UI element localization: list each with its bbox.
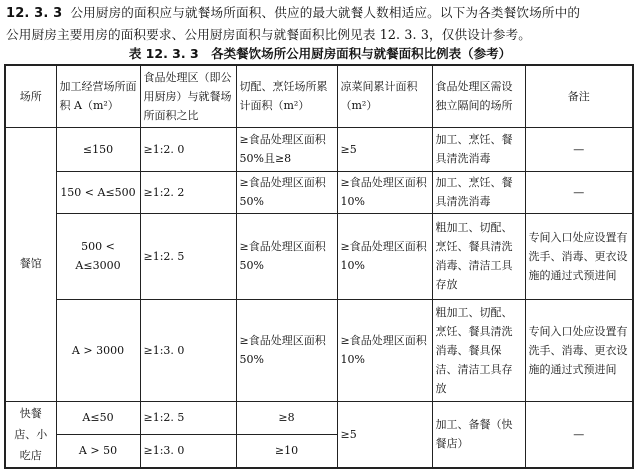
intro-line-2: 公用厨房主要用房的面积要求、公用厨房面积与就餐面积比例见表 12. 3. 3，仅供设计参考。: [6, 27, 531, 42]
cell-area: A > 50: [56, 434, 140, 467]
cell-area: A > 3000: [56, 299, 140, 401]
venue-restaurant: 餐馆: [5, 127, 56, 401]
cell-rooms: 加工、备餐（快餐店）: [432, 401, 525, 468]
header-cooking: 切配、烹饪场所累计面积（m²）: [236, 65, 337, 127]
cell-area: ≤150: [56, 127, 140, 171]
section-number: 12. 3. 3: [6, 6, 63, 21]
cell-notes: —: [525, 127, 633, 171]
table-row: [5, 127, 633, 171]
cell-rooms: 粗加工、切配、烹饪、餐具清洗消毒、清洁工具存放: [432, 213, 525, 299]
cell-area: 150 < A≤500: [56, 171, 140, 213]
table-row: [5, 171, 633, 213]
cell-ratio: ≥1:2. 5: [140, 213, 236, 299]
cell-ratio: ≥1:2. 2: [140, 171, 236, 213]
table-row: [5, 299, 633, 401]
cell-cooking: ≥食品处理区面积50%: [236, 213, 337, 299]
cell-cold: ≥食品处理区面积10%: [337, 299, 432, 401]
table-caption: 表 12. 3. 3 各类餐饮场所公用厨房面积与就餐面积比例表（参考）: [128, 46, 512, 61]
cell-ratio: ≥1:2. 5: [140, 401, 236, 434]
header-row: [5, 65, 633, 127]
cell-cold: ≥食品处理区面积10%: [337, 213, 432, 299]
cell-rooms: 加工、烹饪、餐具清洗消毒: [432, 127, 525, 171]
cell-ratio: ≥1:3. 0: [140, 434, 236, 467]
table-row: [5, 213, 633, 299]
cell-notes: —: [525, 171, 633, 213]
intro-line-1: 12. 3. 3 公用厨房的面积应与就餐场所面积、供应的最大就餐人数相适应。以下为各类餐饮场所中的: [6, 5, 581, 21]
cell-rooms: 粗加工、切配、烹饪、餐具清洗消毒、餐具保洁、清洁工具存放: [432, 299, 525, 401]
cell-cooking: ≥食品处理区面积50%且≥8: [236, 127, 337, 171]
cell-cooking: ≥食品处理区面积50%: [236, 299, 337, 401]
cell-area: 500 < A≤3000: [56, 213, 140, 299]
cell-cold: ≥食品处理区面积10%: [337, 171, 432, 213]
cell-cooking: ≥10: [236, 434, 337, 467]
cell-cooking: ≥食品处理区面积50%: [236, 171, 337, 213]
cell-notes: 专间入口处应设置有洗手、消毒、更衣设施的通过式预进间: [525, 213, 633, 299]
header-cold: 凉菜间累计面积（m²）: [337, 65, 432, 127]
cell-cold: ≥5: [337, 401, 432, 468]
intro-paragraph: [6, 2, 636, 45]
table-row: [5, 401, 633, 434]
header-rooms: 食品处理区需设独立隔间的场所: [432, 65, 525, 127]
header-area: 加工经营场所面积 A（m²）: [56, 65, 140, 127]
cell-ratio: ≥1:2. 0: [140, 127, 236, 171]
header-notes: 备注: [525, 65, 633, 127]
kitchen-area-table: [4, 64, 634, 469]
header-ratio: 食品处理区（即公用厨房）与就餐场所面积之比: [140, 65, 236, 127]
cell-cooking: ≥8: [236, 401, 337, 434]
header-venue: 场所: [5, 65, 56, 127]
cell-cold: ≥5: [337, 127, 432, 171]
cell-ratio: ≥1:3. 0: [140, 299, 236, 401]
cell-rooms: 加工、烹饪、餐具清洗消毒: [432, 171, 525, 213]
cell-notes: —: [525, 401, 633, 468]
venue-fastfood: 快餐店、小吃店: [5, 401, 56, 468]
cell-notes: 专间入口处应设置有洗手、消毒、更衣设施的通过式预进间: [525, 299, 633, 401]
cell-area: A≤50: [56, 401, 140, 434]
